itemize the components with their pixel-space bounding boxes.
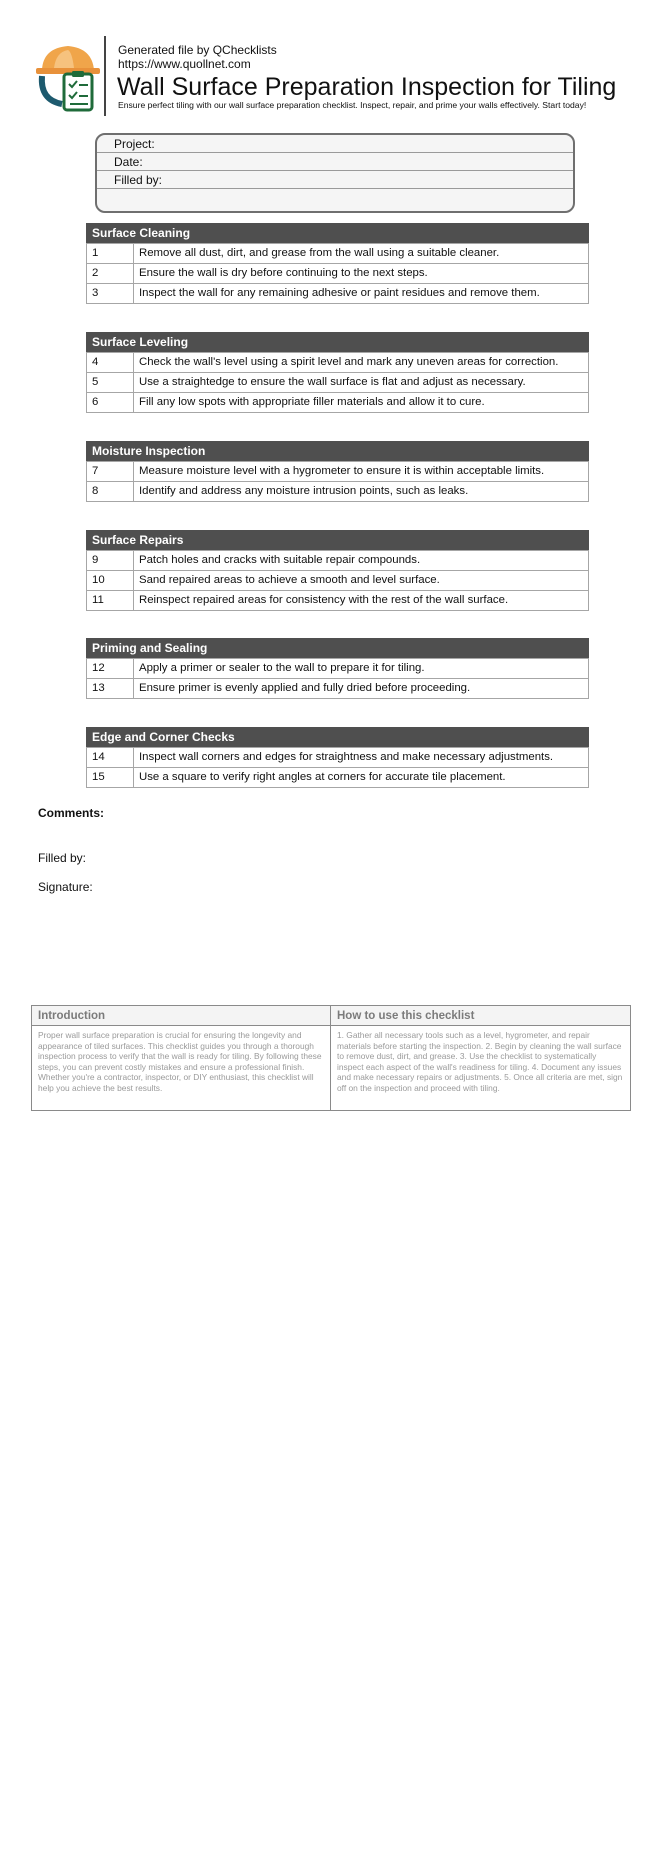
table-row[interactable] <box>87 551 589 571</box>
filled-by-field[interactable]: Filled by: <box>97 171 573 189</box>
table-row[interactable] <box>87 462 589 482</box>
page-title: Wall Surface Preparation Inspection for Tiling <box>117 73 617 101</box>
how-to-column <box>331 1006 630 1110</box>
date-field[interactable]: Date: <box>97 153 573 171</box>
how-to-heading: How to use this checklist <box>331 1006 630 1026</box>
table-row[interactable] <box>87 373 589 393</box>
item-number: 9 <box>87 551 134 571</box>
checklist-table <box>86 461 589 502</box>
item-number: 15 <box>87 768 134 788</box>
item-text: Use a square to verify right angles at corners for accurate tile placement. <box>134 768 589 788</box>
item-text: Patch holes and cracks with suitable repair compounds. <box>134 551 589 571</box>
table-row[interactable] <box>87 571 589 591</box>
generated-by-text: Generated file by QChecklists <box>118 43 277 57</box>
item-number: 10 <box>87 571 134 591</box>
hardhat-checklist-logo-icon <box>34 40 104 114</box>
item-text: Reinspect repaired areas for consistency with the rest of the wall surface. <box>134 591 589 611</box>
item-text: Check the wall's level using a spirit level and mark any uneven areas for correction. <box>134 353 589 373</box>
checklist-table <box>86 352 589 413</box>
checklist-table <box>86 658 589 699</box>
item-text: Remove all dust, dirt, and grease from the wall using a suitable cleaner. <box>134 244 589 264</box>
table-row[interactable] <box>87 353 589 373</box>
introduction-heading: Introduction <box>32 1006 330 1026</box>
item-text: Inspect the wall for any remaining adhesive or paint residues and remove them. <box>134 284 589 304</box>
source-url[interactable]: https://www.quollnet.com <box>118 57 251 71</box>
item-text: Fill any low spots with appropriate filler materials and allow it to cure. <box>134 393 589 413</box>
section-moisture-inspection <box>86 441 589 502</box>
section-edge-corner-checks <box>86 727 589 788</box>
section-heading: Priming and Sealing <box>86 638 589 658</box>
info-box <box>95 133 575 213</box>
table-row[interactable] <box>87 591 589 611</box>
item-number: 1 <box>87 244 134 264</box>
item-text: Sand repaired areas to achieve a smooth and level surface. <box>134 571 589 591</box>
filled-by-label: Filled by: <box>38 851 87 865</box>
table-row[interactable] <box>87 768 589 788</box>
item-number: 8 <box>87 482 134 502</box>
table-row[interactable] <box>87 659 589 679</box>
item-text: Ensure primer is evenly applied and fully dried before proceeding. <box>134 679 589 699</box>
item-number: 4 <box>87 353 134 373</box>
item-number: 13 <box>87 679 134 699</box>
introduction-text: Proper wall surface preparation is crucial for ensuring the longevity and appearance of tiled surfaces. This checklist guides you through a thorough inspection process to verify that the wall is ready for tiling. By following these steps, you can prevent costly mistakes and ensure a professional finish. Whether you're a contractor, inspector, or DIY enthusiast, this checklist will help you achieve the best results. <box>38 1030 322 1093</box>
document-header <box>34 36 634 118</box>
table-row[interactable] <box>87 393 589 413</box>
item-number: 2 <box>87 264 134 284</box>
item-text: Apply a primer or sealer to the wall to prepare it for tiling. <box>134 659 589 679</box>
table-row[interactable] <box>87 284 589 304</box>
checklist-table <box>86 747 589 788</box>
signature-label: Signature: <box>38 880 93 894</box>
item-number: 3 <box>87 284 134 304</box>
table-row[interactable] <box>87 679 589 699</box>
comments-label: Comments: <box>38 806 105 820</box>
section-priming-sealing <box>86 638 589 699</box>
introduction-column <box>32 1006 331 1110</box>
table-row[interactable] <box>87 244 589 264</box>
item-number: 6 <box>87 393 134 413</box>
item-text: Inspect wall corners and edges for straightness and make necessary adjustments. <box>134 748 589 768</box>
item-number: 7 <box>87 462 134 482</box>
section-heading: Surface Leveling <box>86 332 589 352</box>
section-surface-leveling <box>86 332 589 413</box>
item-text: Identify and address any moisture intrusion points, such as leaks. <box>134 482 589 502</box>
header-divider <box>104 36 106 116</box>
item-number: 5 <box>87 373 134 393</box>
section-heading: Surface Cleaning <box>86 223 589 243</box>
page-subtitle: Ensure perfect tiling with our wall surface preparation checklist. Inspect, repair, and prime your walls effectively. Start today! <box>118 100 587 110</box>
table-row[interactable] <box>87 264 589 284</box>
table-row[interactable] <box>87 482 589 502</box>
section-heading: Edge and Corner Checks <box>86 727 589 747</box>
checklist-table <box>86 243 589 304</box>
table-row[interactable] <box>87 748 589 768</box>
how-to-text: 1. Gather all necessary tools such as a level, hygrometer, and repair materials before starting the inspection. 2. Begin by cleaning the wall surface to remove dust, dirt, and grease. 3. Use the checklist to systematically inspect each aspect of the wall's readiness for tiling. 4. Document any issues and make necessary repairs or adjustments. 5. Once all criteria are met, sign off on the inspection and proceed with tiling. <box>337 1030 623 1093</box>
section-heading: Surface Repairs <box>86 530 589 550</box>
section-heading: Moisture Inspection <box>86 441 589 461</box>
item-number: 14 <box>87 748 134 768</box>
checklist-table <box>86 550 589 611</box>
section-surface-repairs <box>86 530 589 611</box>
info-table <box>31 1005 631 1111</box>
item-text: Use a straightedge to ensure the wall surface is flat and adjust as necessary. <box>134 373 589 393</box>
info-blank-row <box>97 189 573 207</box>
item-text: Ensure the wall is dry before continuing to the next steps. <box>134 264 589 284</box>
section-surface-cleaning <box>86 223 589 304</box>
item-number: 11 <box>87 591 134 611</box>
project-field[interactable]: Project: <box>97 135 573 153</box>
item-number: 12 <box>87 659 134 679</box>
item-text: Measure moisture level with a hygrometer to ensure it is within acceptable limits. <box>134 462 589 482</box>
